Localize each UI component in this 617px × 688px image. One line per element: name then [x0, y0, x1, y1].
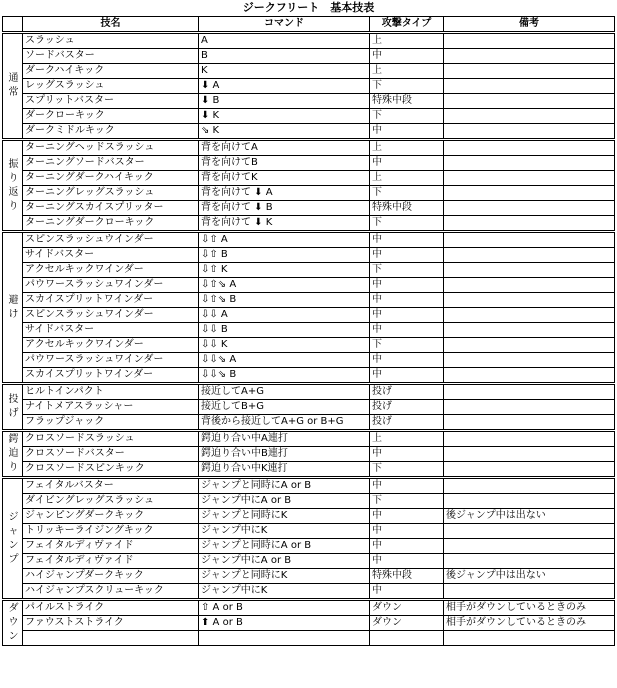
move-note — [444, 293, 615, 308]
table-row — [3, 140, 615, 156]
move-attack-type: 上 — [370, 33, 444, 49]
move-note — [444, 171, 615, 186]
move-command: 鍔迫り合い中A連打 — [199, 431, 370, 447]
move-command: ⇧ A or B — [199, 600, 370, 616]
move-attack-type: 上 — [370, 171, 444, 186]
move-note: 後ジャンプ中は出ない — [444, 569, 615, 584]
move-note — [444, 263, 615, 278]
move-attack-type: 中 — [370, 353, 444, 368]
table-row — [3, 216, 615, 232]
move-command — [199, 631, 370, 646]
move-name: スピンスラッシュウインダー — [23, 232, 199, 248]
move-note — [444, 631, 615, 646]
move-note — [444, 524, 615, 539]
move-name: サイドバスター — [23, 323, 199, 338]
table-row — [3, 353, 615, 368]
group-label-char: ャ — [8, 525, 19, 537]
move-attack-type: 中 — [370, 124, 444, 140]
move-name: ダークハイキック — [23, 64, 199, 79]
group-label-char: 鍔 — [8, 434, 19, 445]
table-row — [3, 415, 615, 431]
move-attack-type: 下 — [370, 338, 444, 353]
move-command: 背を向けて ⬇ K — [199, 216, 370, 232]
move-command: ⬇ A — [199, 79, 370, 94]
group-label-char: 迫 — [8, 448, 19, 459]
move-command: ⇩⇧⇘ B — [199, 293, 370, 308]
group-label-char: り — [8, 200, 19, 212]
move-name: ソードバスター — [23, 49, 199, 64]
move-command: 背を向けて ⬇ B — [199, 201, 370, 216]
table-row — [3, 232, 615, 248]
table-row — [3, 368, 615, 384]
group-label-char: プ — [8, 553, 19, 565]
move-note — [444, 201, 615, 216]
group-label — [3, 478, 23, 600]
move-name: ファウストストライク — [23, 616, 199, 631]
move-attack-type: 中 — [370, 278, 444, 293]
table-row — [3, 584, 615, 600]
move-command: ⬇ B — [199, 94, 370, 109]
table-row — [3, 171, 615, 186]
group-label-char: ン — [8, 631, 19, 642]
move-note — [444, 384, 615, 400]
group-label-char: 常 — [8, 87, 19, 98]
move-command: 接近してA+G — [199, 384, 370, 400]
table-row — [3, 431, 615, 447]
move-attack-type: 中 — [370, 509, 444, 524]
table-row — [3, 278, 615, 293]
move-command: ⇩⇩ K — [199, 338, 370, 353]
move-note — [444, 323, 615, 338]
move-command: ⇩⇧⇘ A — [199, 278, 370, 293]
move-attack-type: 下 — [370, 462, 444, 478]
move-attack-type: 投げ — [370, 384, 444, 400]
group-label-char: 振 — [8, 158, 19, 170]
group-label-char: ジ — [8, 511, 19, 523]
move-attack-type: 中 — [370, 323, 444, 338]
table-row — [3, 400, 615, 415]
move-command: ⇘ K — [199, 124, 370, 140]
move-note — [444, 124, 615, 140]
table-row — [3, 94, 615, 109]
move-command: ジャンプと同時にK — [199, 509, 370, 524]
table-row — [3, 124, 615, 140]
move-note: 相手がダウンしているときのみ — [444, 600, 615, 616]
group-label-char: ダ — [8, 603, 19, 614]
move-note — [444, 415, 615, 431]
move-name: フェイタルディヴァイド — [23, 539, 199, 554]
move-command: ⇩⇩ B — [199, 323, 370, 338]
move-command: 背を向けてK — [199, 171, 370, 186]
group-label-char: り — [8, 172, 19, 184]
move-note — [444, 494, 615, 509]
table-row — [3, 494, 615, 509]
group-label-char: け — [8, 308, 19, 320]
move-name: ターニングソードバスター — [23, 156, 199, 171]
table-row — [3, 323, 615, 338]
table-row — [3, 293, 615, 308]
table-row — [3, 462, 615, 478]
move-attack-type: 中 — [370, 554, 444, 569]
move-command: 接近してB+G — [199, 400, 370, 415]
move-note: 相手がダウンしているときのみ — [444, 616, 615, 631]
table-row — [3, 539, 615, 554]
move-note — [444, 539, 615, 554]
move-name: スラッシュ — [23, 33, 199, 49]
move-name: ターニングレッグスラッシュ — [23, 186, 199, 201]
move-note — [444, 353, 615, 368]
table-row — [3, 49, 615, 64]
table-row — [3, 631, 615, 646]
move-table — [2, 16, 615, 646]
table-row — [3, 478, 615, 494]
move-name: ハイジャンプスクリューキック — [23, 584, 199, 600]
move-note — [444, 368, 615, 384]
move-attack-type: 上 — [370, 64, 444, 79]
move-attack-type: 中 — [370, 49, 444, 64]
move-name — [23, 631, 199, 646]
move-note — [444, 94, 615, 109]
move-command: ⇩⇧ K — [199, 263, 370, 278]
move-attack-type: 中 — [370, 232, 444, 248]
move-attack-type: 特殊中段 — [370, 94, 444, 109]
move-attack-type: 中 — [370, 584, 444, 600]
move-name: ダイビングレッグスラッシュ — [23, 494, 199, 509]
move-name: スピンスラッシュワインダー — [23, 308, 199, 323]
move-attack-type: ダウン — [370, 600, 444, 616]
group-label-char: げ — [8, 408, 19, 419]
move-note — [444, 584, 615, 600]
move-name: ターニングスカイスプリッター — [23, 201, 199, 216]
table-row — [3, 33, 615, 49]
move-attack-type: 下 — [370, 263, 444, 278]
move-attack-type: 特殊中段 — [370, 569, 444, 584]
table-row — [3, 569, 615, 584]
move-attack-type: ダウン — [370, 616, 444, 631]
move-attack-type: 中 — [370, 156, 444, 171]
table-row — [3, 156, 615, 171]
table-row — [3, 308, 615, 323]
table-row — [3, 263, 615, 278]
move-name: サイドバスター — [23, 248, 199, 263]
move-command: ジャンプと同時にA or B — [199, 478, 370, 494]
move-command: B — [199, 49, 370, 64]
move-name: パウワースラッシュワインダー — [23, 353, 199, 368]
table-row — [3, 447, 615, 462]
group-label-char: 避 — [8, 294, 19, 306]
move-note — [444, 216, 615, 232]
move-name: トリッキーライジングキック — [23, 524, 199, 539]
move-name: クロスソードスラッシュ — [23, 431, 199, 447]
move-command: 背を向けてB — [199, 156, 370, 171]
move-command: ジャンプ中にK — [199, 584, 370, 600]
move-command: 背を向けてA — [199, 140, 370, 156]
move-name: アクセルキックワインダー — [23, 263, 199, 278]
move-name: ターニングダークローキック — [23, 216, 199, 232]
move-note — [444, 338, 615, 353]
move-attack-type: 下 — [370, 216, 444, 232]
move-command: ジャンプ中にA or B — [199, 554, 370, 569]
group-label-char: ン — [8, 539, 19, 551]
move-command: 背を向けて ⬇ A — [199, 186, 370, 201]
move-attack-type: 投げ — [370, 415, 444, 431]
group-label-char: 返 — [8, 186, 19, 198]
move-name: レッグスラッシュ — [23, 79, 199, 94]
group-label — [3, 600, 23, 646]
table-row — [3, 64, 615, 79]
header-group — [3, 17, 23, 33]
table-row — [3, 384, 615, 400]
table-row — [3, 509, 615, 524]
move-attack-type — [370, 631, 444, 646]
move-attack-type: 中 — [370, 539, 444, 554]
move-note — [444, 156, 615, 171]
header-name: 技名 — [23, 17, 199, 33]
move-name: ターニングヘッドスラッシュ — [23, 140, 199, 156]
move-command: 背後から接近してA+G or B+G — [199, 415, 370, 431]
move-attack-type: 下 — [370, 79, 444, 94]
table-row — [3, 524, 615, 539]
move-attack-type: 下 — [370, 186, 444, 201]
move-note — [444, 400, 615, 415]
table-row — [3, 616, 615, 631]
move-note — [444, 186, 615, 201]
move-attack-type: 下 — [370, 109, 444, 124]
move-attack-type: 中 — [370, 524, 444, 539]
move-name: スカイスプリットワインダー — [23, 368, 199, 384]
move-note — [444, 278, 615, 293]
move-name: フラップジャック — [23, 415, 199, 431]
move-command: ジャンプ中にK — [199, 524, 370, 539]
move-attack-type: 中 — [370, 293, 444, 308]
move-command: ⇩⇧ A — [199, 232, 370, 248]
group-label-char: り — [8, 462, 19, 473]
table-row — [3, 186, 615, 201]
group-label-char: 投 — [8, 394, 19, 405]
page-title: ジークフリート 基本技表 — [242, 1, 375, 14]
move-command: 鍔迫り合い中K連打 — [199, 462, 370, 478]
table-row — [3, 248, 615, 263]
move-table-body — [3, 33, 615, 646]
table-row — [3, 600, 615, 616]
move-name: ダークミドルキック — [23, 124, 199, 140]
move-attack-type: 中 — [370, 248, 444, 263]
move-attack-type: 上 — [370, 140, 444, 156]
move-note — [444, 109, 615, 124]
move-name: アクセルキックワインダー — [23, 338, 199, 353]
move-name: フェイタルバスター — [23, 478, 199, 494]
move-command: ⬇ K — [199, 109, 370, 124]
move-attack-type: 中 — [370, 368, 444, 384]
move-name: スカイスプリットワインダー — [23, 293, 199, 308]
move-note — [444, 447, 615, 462]
header-notes: 備考 — [444, 17, 615, 33]
move-note — [444, 33, 615, 49]
move-command: A — [199, 33, 370, 49]
move-note — [444, 49, 615, 64]
move-note: 後ジャンプ中は出ない — [444, 509, 615, 524]
header-attack-type: 攻撃タイプ — [370, 17, 444, 33]
move-note — [444, 308, 615, 323]
move-attack-type: 中 — [370, 447, 444, 462]
move-note — [444, 232, 615, 248]
move-attack-type: 投げ — [370, 400, 444, 415]
move-attack-type: 下 — [370, 494, 444, 509]
move-command: K — [199, 64, 370, 79]
move-command: ジャンプと同時にK — [199, 569, 370, 584]
move-note — [444, 248, 615, 263]
header-command: コマンド — [199, 17, 370, 33]
move-command: ⇩⇩⇘ B — [199, 368, 370, 384]
move-name: ハイジャンプダークキック — [23, 569, 199, 584]
group-label — [3, 140, 23, 232]
move-note — [444, 554, 615, 569]
move-note — [444, 64, 615, 79]
group-label — [3, 33, 23, 140]
group-label — [3, 384, 23, 431]
move-attack-type: 上 — [370, 431, 444, 447]
header-row — [3, 17, 615, 33]
move-attack-type: 中 — [370, 308, 444, 323]
group-label — [3, 232, 23, 384]
move-note — [444, 462, 615, 478]
group-label-char: 通 — [8, 73, 19, 84]
move-note — [444, 79, 615, 94]
move-note — [444, 431, 615, 447]
move-note — [444, 140, 615, 156]
table-row — [3, 554, 615, 569]
move-command: ジャンプと同時にA or B — [199, 539, 370, 554]
move-name: クロスソードバスター — [23, 447, 199, 462]
table-row — [3, 338, 615, 353]
move-name: ナイトメアスラッシャー — [23, 400, 199, 415]
group-label-char: ウ — [8, 617, 19, 628]
group-label — [3, 431, 23, 478]
move-name: ターニングダークハイキック — [23, 171, 199, 186]
move-command: ⬆ A or B — [199, 616, 370, 631]
move-command: 鍔迫り合い中B連打 — [199, 447, 370, 462]
move-name: スプリットバスター — [23, 94, 199, 109]
move-name: パウワースラッシュワインダー — [23, 278, 199, 293]
move-name: ダークローキック — [23, 109, 199, 124]
move-attack-type: 特殊中段 — [370, 201, 444, 216]
move-command: ⇩⇩⇘ A — [199, 353, 370, 368]
table-row — [3, 201, 615, 216]
move-command: ⇩⇩ A — [199, 308, 370, 323]
move-command: ⇩⇧ B — [199, 248, 370, 263]
move-name: フェイタルディヴァイド — [23, 554, 199, 569]
move-command: ジャンプ中にA or B — [199, 494, 370, 509]
table-row — [3, 79, 615, 94]
move-attack-type: 中 — [370, 478, 444, 494]
table-row — [3, 109, 615, 124]
move-name: パイルストライク — [23, 600, 199, 616]
move-note — [444, 478, 615, 494]
move-name: ヒルトインパクト — [23, 384, 199, 400]
move-name: ジャンピングダークキック — [23, 509, 199, 524]
move-name: クロスソードスピンキック — [23, 462, 199, 478]
